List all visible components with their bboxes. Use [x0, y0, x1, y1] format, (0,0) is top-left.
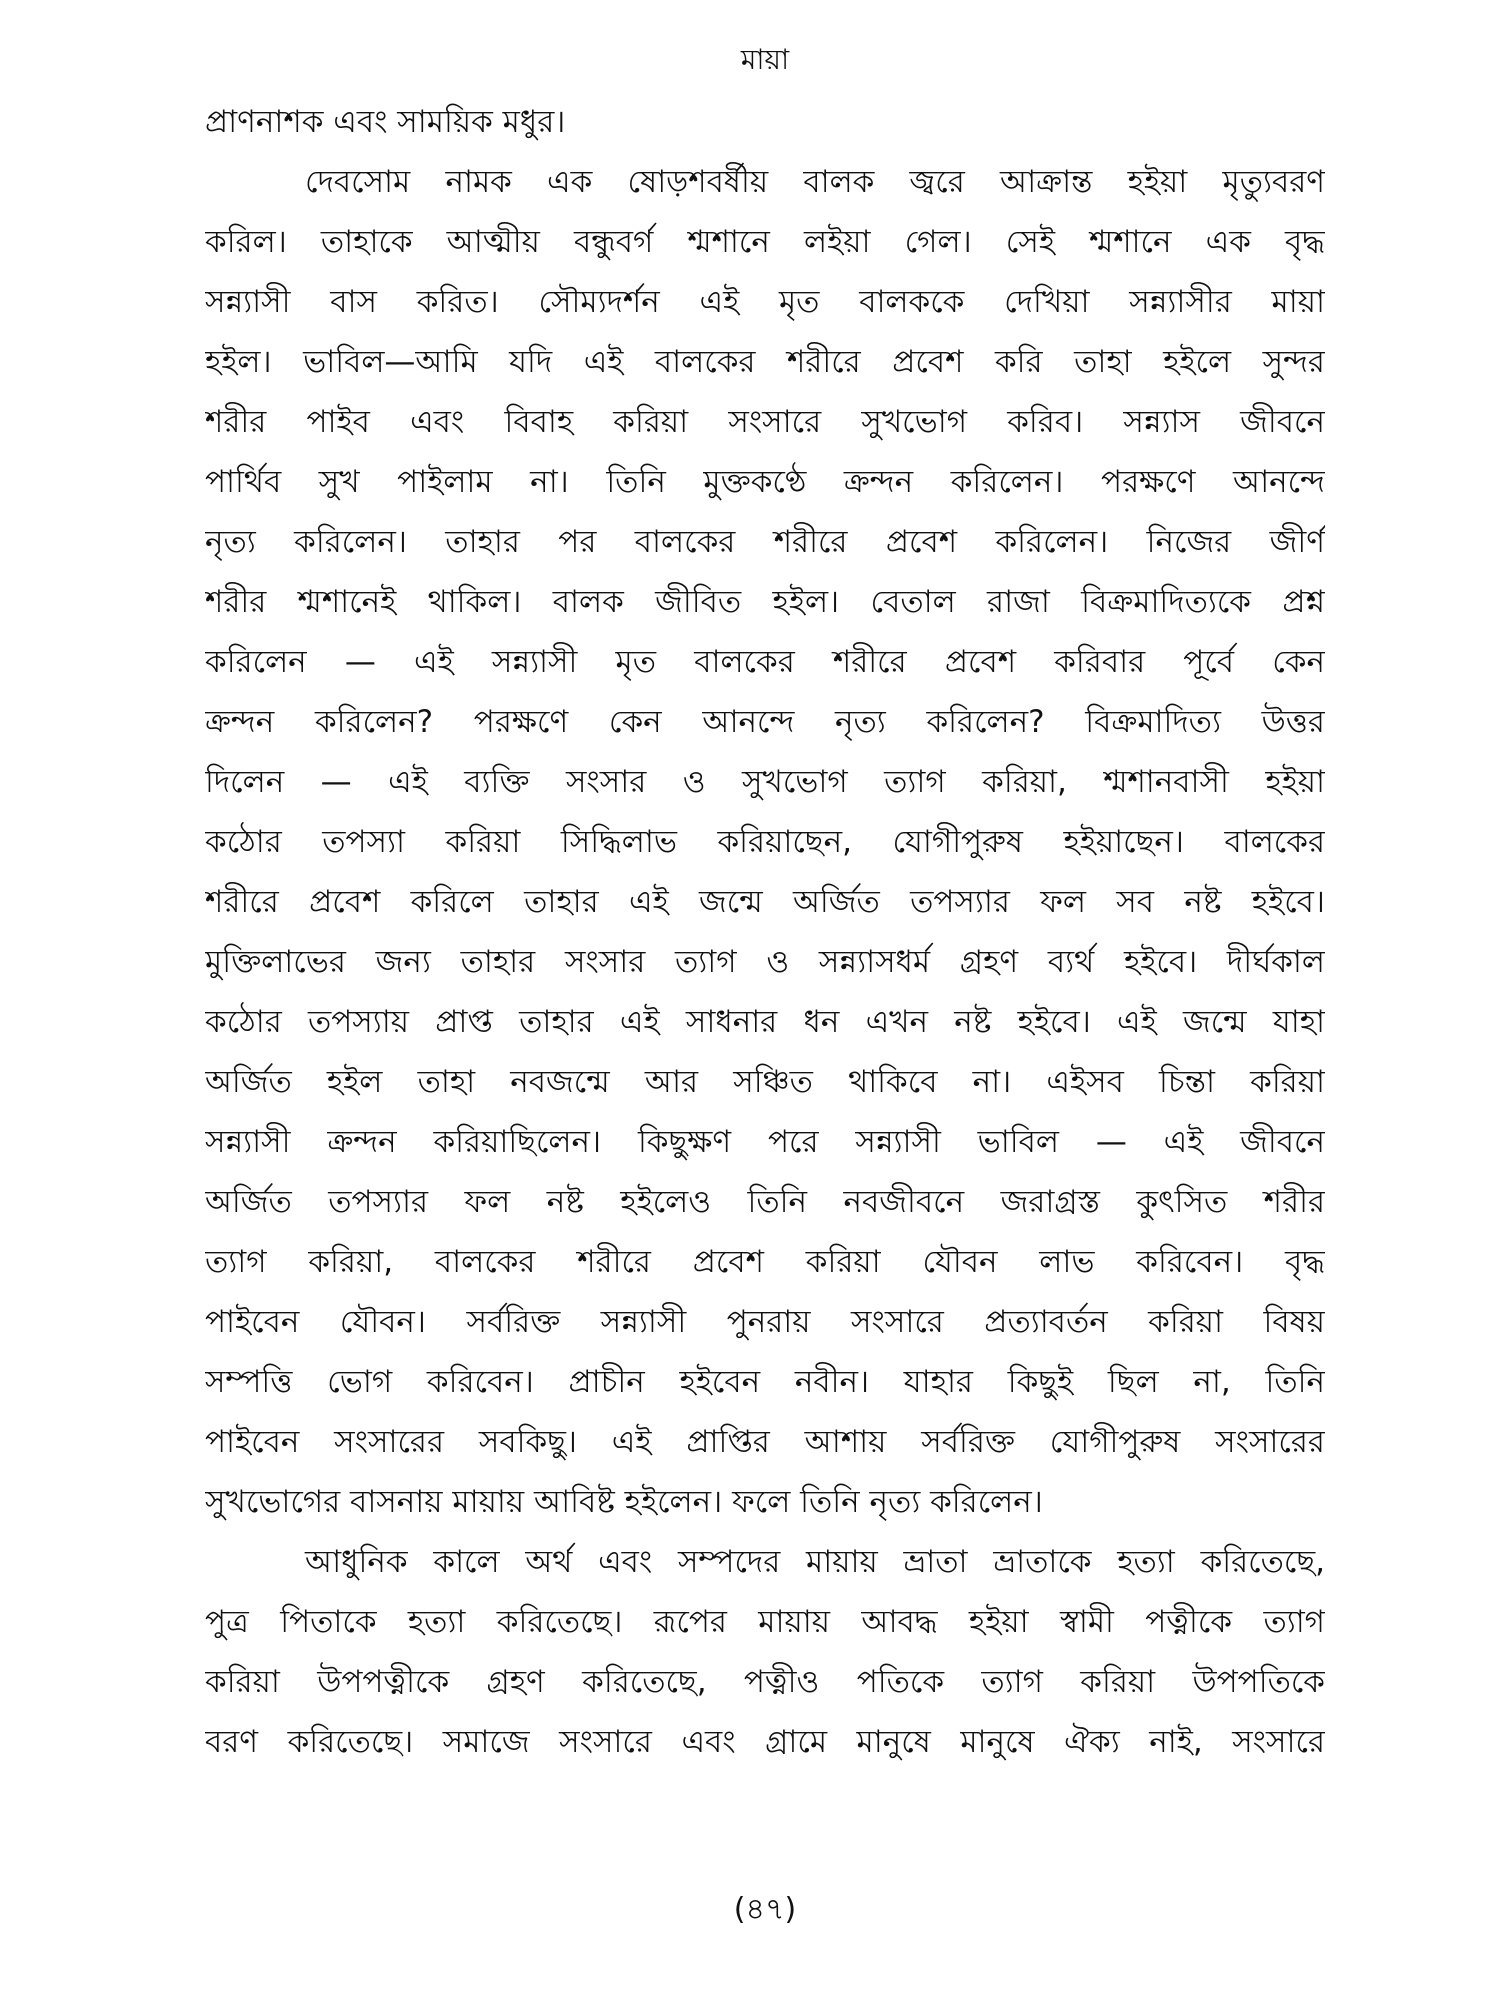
text-line: কঠোর তপস্যা করিয়া সিদ্ধিলাভ করিয়াছেন, যোগীপুরুষ হইয়াছেন। বালকের — [205, 824, 1325, 860]
text-line: দিলেন — এই ব্যক্তি সংসার ও সুখভোগ ত্যাগ করিয়া, শ্মশানবাসী হইয়া — [205, 764, 1325, 800]
text-line: পাইবেন যৌবন। সর্বরিক্ত সন্ন্যাসী পুনরায় সংসারে প্রত্যাবর্তন করিয়া বিষয় — [205, 1304, 1325, 1340]
text-line: সুখভোগের বাসনায় মায়ায় আবিষ্ট হইলেন। ফলে তিনি নৃত্য করিলেন। — [205, 1484, 1043, 1520]
text-line: অর্জিত হইল তাহা নবজন্মে আর সঞ্চিত থাকিবে না। এইসব চিন্তা করিয়া — [205, 1064, 1325, 1100]
text-line: শরীরে প্রবেশ করিলে তাহার এই জন্মে অর্জিত তপস্যার ফল সব নষ্ট হইবে। — [205, 884, 1325, 920]
text-line: সন্ন্যাসী ক্রন্দন করিয়াছিলেন। কিছুক্ষণ পরে সন্ন্যাসী ভাবিল — এই জীবনে — [205, 1124, 1325, 1160]
text-line: শরীর পাইব এবং বিবাহ করিয়া সংসারে সুখভোগ করিব। সন্ন্যাস জীবনে — [205, 404, 1325, 440]
text-line: শরীর শ্মশানেই থাকিল। বালক জীবিত হইল। বেতাল রাজা বিক্রমাদিত্যকে প্রশ্ন — [205, 584, 1325, 620]
text-line: সম্পত্তি ভোগ করিবেন। প্রাচীন হইবেন নবীন। যাহার কিছুই ছিল না, তিনি — [205, 1364, 1325, 1400]
page-number: (৪৭) — [733, 1892, 797, 1927]
book-page — [205, 40, 1325, 1950]
body-text — [205, 92, 1325, 1772]
text-line: করিল। তাহাকে আত্মীয় বন্ধুবর্গ শ্মশানে লইয়া গেল। সেই শ্মশানে এক বৃদ্ধ — [205, 224, 1325, 260]
text-line: ক্রন্দন করিলেন? পরক্ষণে কেন আনন্দে নৃত্য করিলেন? বিক্রমাদিত্য উত্তর — [205, 704, 1325, 740]
text-line: করিলেন — এই সন্ন্যাসী মৃত বালকের শরীরে প্রবেশ করিবার পূর্বে কেন — [205, 644, 1325, 680]
text-line: মুক্তিলাভের জন্য তাহার সংসার ত্যাগ ও সন্ন্যাসধর্ম গ্রহণ ব্যর্থ হইবে। দীর্ঘকাল — [205, 944, 1325, 980]
text-line: আধুনিক কালে অর্থ এবং সম্পদের মায়ায় ভ্রাতা ভ্রাতাকে হত্যা করিতেছে, — [305, 1544, 1325, 1580]
text-line: অর্জিত তপস্যার ফল নষ্ট হইলেও তিনি নবজীবনে জরাগ্রস্ত কুৎসিত শরীর — [205, 1184, 1325, 1220]
running-title: মায়া — [740, 43, 790, 76]
text-line: দেবসোম নামক এক ষোড়শবর্ষীয় বালক জ্বরে আক্রান্ত হইয়া মৃত্যুবরণ — [305, 164, 1325, 200]
text-line: করিয়া উপপত্নীকে গ্রহণ করিতেছে, পত্নীও পতিকে ত্যাগ করিয়া উপপতিকে — [205, 1664, 1325, 1700]
text-line: সন্ন্যাসী বাস করিত। সৌম্যদর্শন এই মৃত বালককে দেখিয়া সন্ন্যাসীর মায়া — [205, 284, 1325, 320]
text-line: নৃত্য করিলেন। তাহার পর বালকের শরীরে প্রবেশ করিলেন। নিজের জীর্ণ — [205, 524, 1325, 560]
text-line: বরণ করিতেছে। সমাজে সংসারে এবং গ্রামে মানুষে মানুষে ঐক্য নাই, সংসারে — [205, 1724, 1325, 1760]
text-line: পাইবেন সংসারের সবকিছু। এই প্রাপ্তির আশায় সর্বরিক্ত যোগীপুরুষ সংসারের — [205, 1424, 1325, 1460]
text-line: পার্থিব সুখ পাইলাম না। তিনি মুক্তকণ্ঠে ক্রন্দন করিলেন। পরক্ষণে আনন্দে — [205, 464, 1325, 500]
text-line: কঠোর তপস্যায় প্রাপ্ত তাহার এই সাধনার ধন এখন নষ্ট হইবে। এই জন্মে যাহা — [205, 1004, 1325, 1040]
text-line: হইল। ভাবিল—আমি যদি এই বালকের শরীরে প্রবেশ করি তাহা হইলে সুন্দর — [205, 344, 1325, 380]
text-line: পুত্র পিতাকে হত্যা করিতেছে। রূপের মায়ায় আবদ্ধ হইয়া স্বামী পত্নীকে ত্যাগ — [205, 1604, 1325, 1640]
text-line: ত্যাগ করিয়া, বালকের শরীরে প্রবেশ করিয়া যৌবন লাভ করিবেন। বৃদ্ধ — [205, 1244, 1325, 1280]
text-line: প্রাণনাশক এবং সাময়িক মধুর। — [205, 104, 566, 140]
